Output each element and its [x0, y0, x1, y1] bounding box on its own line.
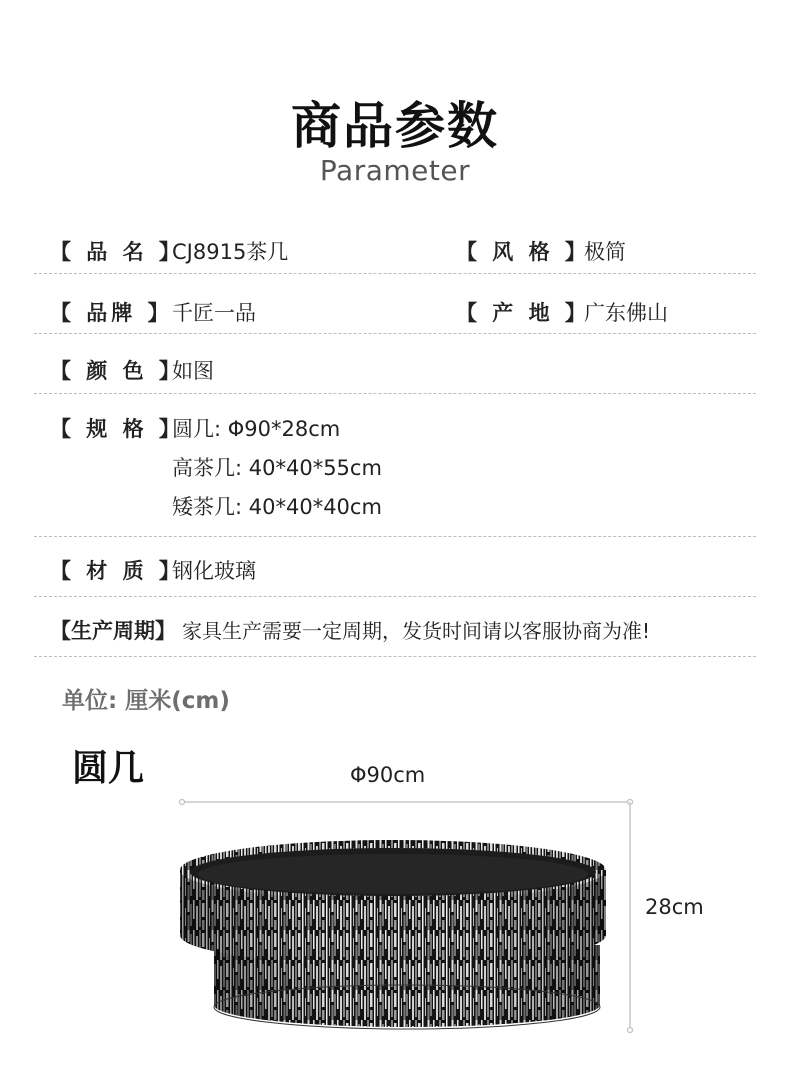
- width-dimension-line: [180, 800, 633, 805]
- product-name: 圆几: [72, 748, 145, 789]
- name-label: 【 品 名 】: [50, 240, 184, 264]
- page-subtitle: Parameter: [319, 154, 471, 187]
- name-value: CJ8915茶几: [172, 240, 289, 264]
- height-dimension-label: 28cm: [645, 895, 704, 919]
- brand-label: 【 品牌 】: [50, 301, 173, 325]
- page-title: 商品参数: [291, 97, 499, 155]
- style-label: 【 风 格 】: [456, 240, 590, 264]
- unit-note: 单位: 厘米(cm): [62, 688, 230, 714]
- product-drawing: [0, 780, 790, 1075]
- width-dimension-label: Φ90cm: [350, 763, 426, 787]
- origin-value: 广东佛山: [584, 301, 668, 325]
- height-dimension-line: [628, 802, 633, 1033]
- color-label: 【 颜 色 】: [50, 359, 184, 383]
- param-row-name-style: [34, 226, 756, 274]
- production-cycle-label: 【生产周期】: [50, 619, 176, 643]
- spec-value-short: 矮茶几: 40*40*40cm: [172, 495, 382, 519]
- spec-value-round: 圆几: Φ90*28cm: [172, 417, 341, 441]
- param-row-brand-origin: [34, 273, 756, 334]
- param-row-color: [34, 333, 756, 394]
- material-value: 钢化玻璃: [172, 559, 256, 583]
- param-row-production-cycle: [34, 596, 756, 657]
- param-row-material: [34, 536, 756, 597]
- origin-label: 【 产 地 】: [456, 301, 590, 325]
- color-value: 如图: [172, 359, 214, 383]
- production-cycle-value: 家具生产需要一定周期，发货时间请以客服协商为准!: [182, 619, 651, 643]
- style-value: 极简: [584, 240, 626, 264]
- table-top-ring: [180, 840, 606, 965]
- spec-value-tall: 高茶几: 40*40*55cm: [172, 456, 382, 480]
- material-label: 【 材 质 】: [50, 559, 184, 583]
- brand-value: 千匠一品: [172, 301, 256, 325]
- spec-label: 【 规 格 】: [50, 417, 184, 441]
- param-row-spec: [34, 393, 756, 537]
